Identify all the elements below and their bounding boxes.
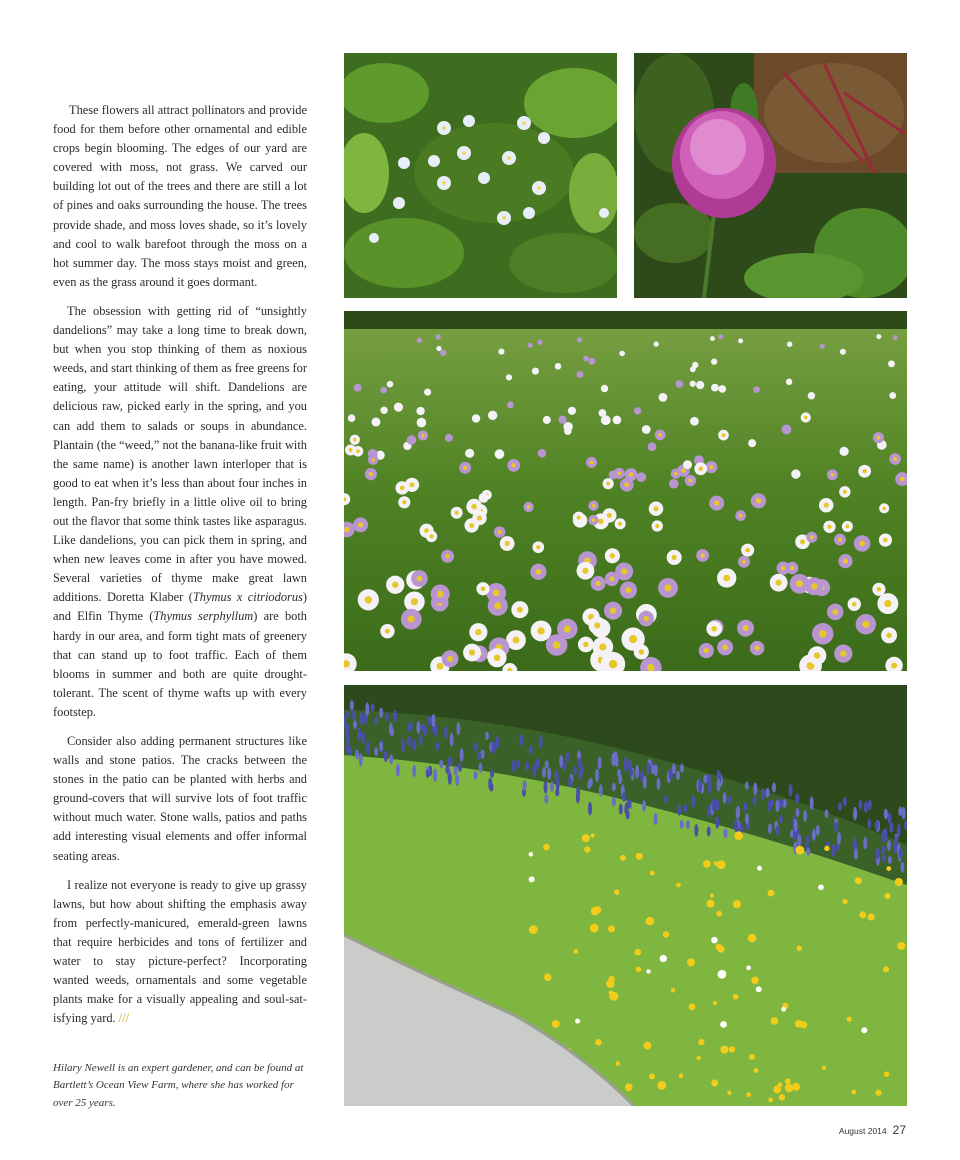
paragraph-text: The obsession with getting rid of “unsightly dandelions” may take a long time to break down, but when you stop thinking of them as noxious weeds, and start thinking of them as free greens for eating, your attitude will shift. Dandelions are delicious raw, picked early in the spring, and you can add them to salads or soups in abundance. Plantain (the “weed,” not the banana-like fruit with the same name) is another lawn interloper that is good to eat when it’s less than about four inches in length. Pan-fry briefly in a little olive oil to bring out the flavor that some think tastes like asparagus. Like dandelions, you can pick them in spring, and when new leaves come in after you have mowed. Several varieties of thyme make great lawn additions. xyxy=(53,303,307,605)
issue-date: August 2014 xyxy=(838,1126,887,1136)
paragraph-text: Doretta Klaber ( xyxy=(106,590,193,605)
article-paragraph: These flowers all attract pollinators and provide food for them before other ornamental and edible crops begin blooming. The edges of our yard are covered with moss, not grass. We carved our building lot out of the trees and there are still a lot of pines and oaks surrounding the house. The trees provide shade, and moss loves shade, so it’s lovely and cool to walk barefoot through the moss on a hot summer day. The moss stays moist and green, even as the grass around it goes dormant. xyxy=(53,103,307,289)
species-name: Thymus serphyllum xyxy=(153,609,254,624)
paragraph-text: ) and Elfin Thyme ( xyxy=(53,590,308,624)
page-number: 27 xyxy=(892,1123,906,1137)
article-paragraph xyxy=(53,302,307,722)
article-paragraph xyxy=(53,876,307,1029)
species-name: Thymus x citriodorus xyxy=(192,590,303,605)
article-paragraph: Consider also adding permanent structures like walls and stone patios. The cracks between the stones in the patio can be planted with herbs and ground-covers that will survive lots of foot traffic without much water. Stone walls, patios and paths add interesting visual elements and offer informal seating areas. xyxy=(53,734,307,863)
paragraph-text: I realize not everyone is ready to give up grassy lawns, but how about shifting the emphasis away from perfectly-manicured, emerald-green lawns that require herbicides and tons of fertilizer and water to stay picture-perfect? Incorporating wanted weeds, ornamentals and some vegetable plants make for a visually appealing and soul-satisfying yard. xyxy=(53,877,307,1026)
path-photo xyxy=(344,685,907,1106)
author-bio: Hilary Newell is an expert gardener, and can be found at Bartlett’s Ocean View Farm, where she has worked for over 25 years. xyxy=(53,1062,304,1109)
meadow-photo xyxy=(344,311,907,671)
clover-photo xyxy=(634,53,907,298)
paragraph-text: ) are both hardy in our area, and form tight mats of greenery that can stand up to foot traffic. Each of them blooms in summer and both are quite drought-tolerant. The scent of thyme wafts up with every footstep. xyxy=(53,609,307,719)
bluets-photo xyxy=(344,53,617,298)
page-footer xyxy=(839,1121,906,1139)
end-mark: /// xyxy=(118,1011,130,1026)
article-column xyxy=(53,101,307,1038)
